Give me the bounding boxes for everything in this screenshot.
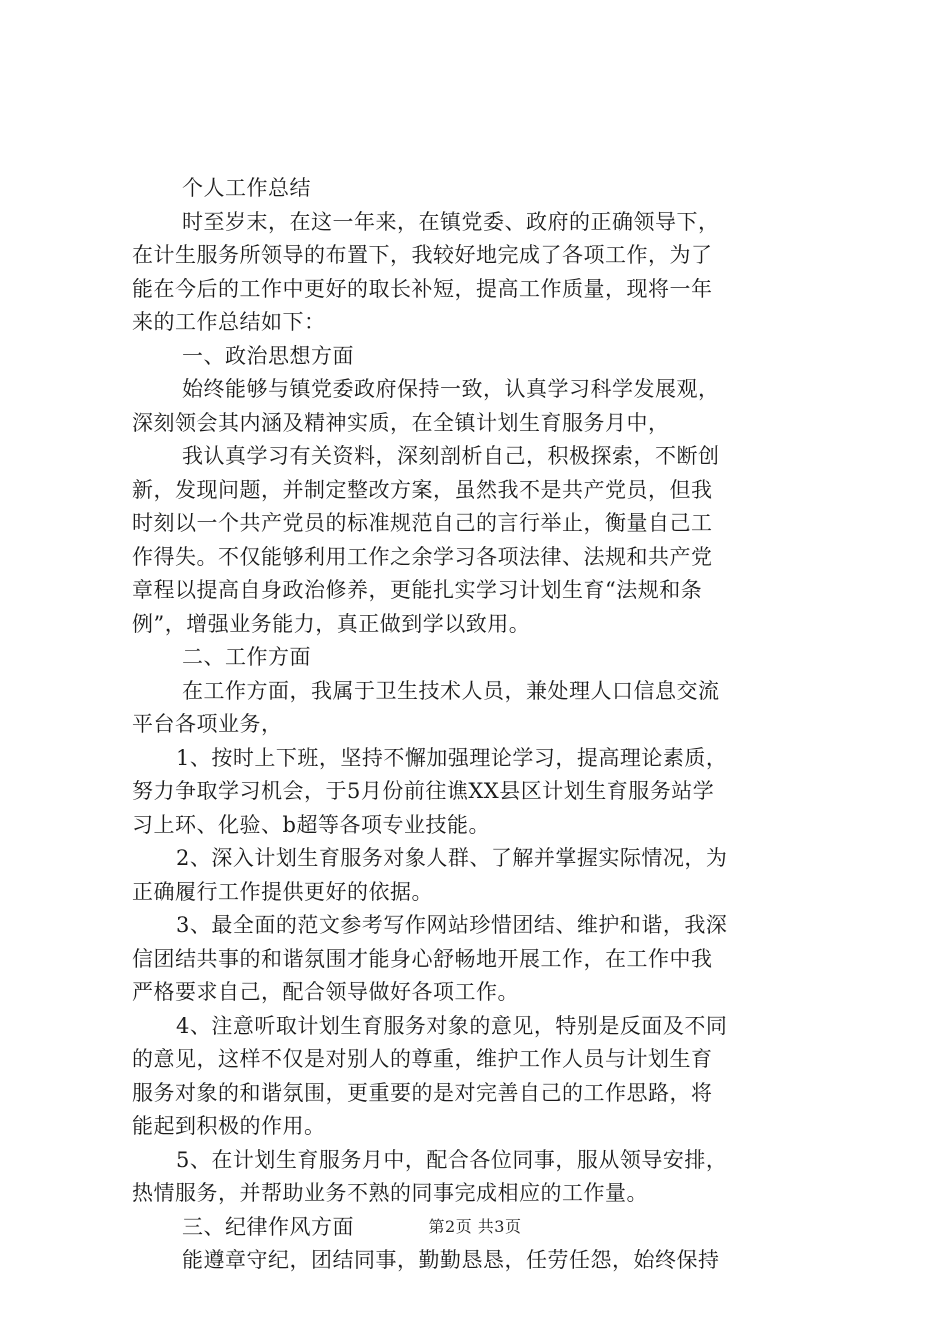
paragraph-line: 平台各项业务， <box>132 712 283 736</box>
document-body <box>132 172 832 1278</box>
section-heading: 一、政治思想方面 <box>182 343 354 368</box>
document-title: 个人工作总结 <box>182 176 311 200</box>
list-item-line: 信团结共事的和谐氛围才能身心舒畅地开展工作，在工作中我 <box>132 946 713 971</box>
paragraph-line: 来的工作总结如下： <box>132 310 326 334</box>
list-item-line: 2、深入计划生育服务对象人群、了解并掌握实际情况，为 <box>176 846 728 870</box>
page-footer: 第2页 共3页 <box>428 1217 522 1236</box>
list-item-line: 服务对象的和谐氛围，更重要的是对完善自己的工作思路，将 <box>132 1080 713 1105</box>
list-item-line: 能起到积极的作用。 <box>132 1114 326 1138</box>
list-item-line: 努力争取学习机会，于5月份前往谯XX县区计划生育服务站学 <box>132 779 715 803</box>
paragraph-line: 我认真学习有关资料，深刻剖析自己，积极探索，不断创 <box>182 444 720 468</box>
paragraph-line: 在工作方面，我属于卫生技术人员，兼处理人口信息交流 <box>182 678 720 703</box>
list-item-line: 的意见，这样不仅是对别人的尊重，维护工作人员与计划生育 <box>132 1047 713 1071</box>
paragraph-line: 作得失。不仅能够利用工作之余学习各项法律、法规和共产党 <box>132 544 713 569</box>
list-item-line: 正确履行工作提供更好的依据。 <box>132 879 433 904</box>
list-item-line: 5、在计划生育服务月中，配合各位同事，服从领导安排， <box>176 1147 728 1172</box>
list-item-line: 习上环、化验、b超等各项专业技能。 <box>132 812 490 837</box>
list-item-line: 严格要求自己，配合领导做好各项工作。 <box>132 980 519 1004</box>
paragraph-line: 时刻以一个共产党员的标准规范自己的言行举止，衡量自己工 <box>132 511 713 535</box>
paragraph-line: 在计生服务所领导的布置下，我较好地完成了各项工作，为了 <box>132 243 713 267</box>
paragraph-line: 时至岁末，在这一年来，在镇党委、政府的正确领导下， <box>182 209 720 234</box>
paragraph-line: 深刻领会其内涵及精神实质，在全镇计划生育服务月中， <box>132 410 670 435</box>
paragraph-line: 章程以提高自身政治修养，更能扎实学习计划生育“法规和条 <box>132 578 703 602</box>
paragraph-line: 例”，增强业务能力，真正做到学以致用。 <box>132 611 531 636</box>
list-item-line: 热情服务，并帮助业务不熟的同事完成相应的工作量。 <box>132 1181 648 1205</box>
list-item-line: 3、最全面的范文参考写作网站珍惜团结、维护和谐，我深 <box>176 913 728 937</box>
paragraph-line: 能在今后的工作中更好的取长补短，提高工作质量，现将一年 <box>132 276 713 301</box>
section-heading: 二、工作方面 <box>182 645 311 669</box>
paragraph-line: 新，发现问题，并制定整改方案，虽然我不是共产党员，但我 <box>132 477 713 502</box>
paragraph-line: 始终能够与镇党委政府保持一致，认真学习科学发展观， <box>182 377 720 401</box>
section-heading: 三、纪律作风方面 <box>182 1214 354 1239</box>
paragraph-line: 能遵章守纪，团结同事，勤勤恳恳，任劳任怨，始终保持 <box>182 1248 720 1272</box>
list-item-line: 1、按时上下班，坚持不懈加强理论学习，提高理论素质， <box>176 745 728 770</box>
list-item-line: 4、注意听取计划生育服务对象的意见，特别是反面及不同 <box>176 1013 728 1038</box>
